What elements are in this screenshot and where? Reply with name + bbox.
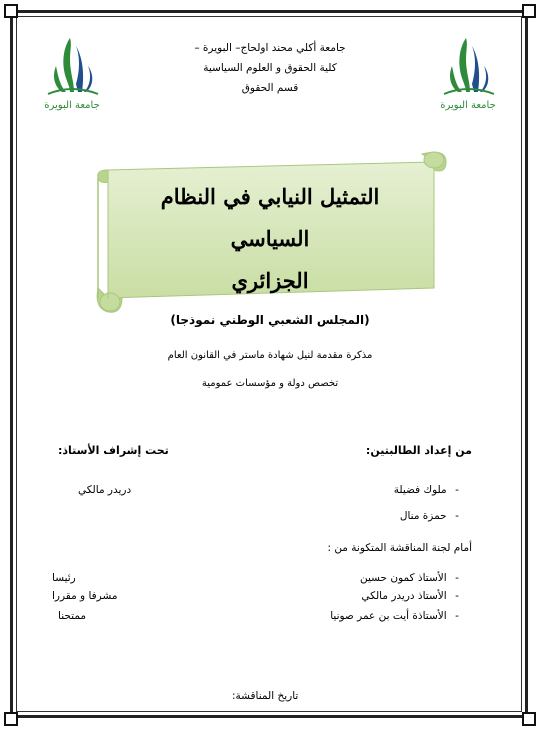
thesis-title-line1: التمثيل النيابي في النظام السياسي xyxy=(160,184,380,251)
committee-member-2 xyxy=(361,590,464,602)
defense-date-label: تاريخ المناقشة: xyxy=(232,690,299,702)
university-logo-right xyxy=(436,32,500,112)
bullet-dash-icon: - xyxy=(455,484,459,496)
student-item-2 xyxy=(400,510,464,522)
committee-member-role: مشرفا و مقررا xyxy=(52,590,118,602)
bullet-dash-icon: - xyxy=(455,590,459,602)
prepared-by-heading: من إعداد الطالبتين: xyxy=(365,444,472,457)
department-name: قسم الحقوق xyxy=(241,82,299,94)
supervision-heading: تحت إشراف الأستاذ: xyxy=(58,444,169,457)
student-item-1 xyxy=(394,484,464,496)
committee-member-name: الأستاذة أيت بن عمر صونيا xyxy=(330,610,447,622)
border-corner-bottom-right xyxy=(522,712,536,726)
page-border-inner xyxy=(16,16,522,712)
committee-member-1 xyxy=(360,572,464,584)
border-corner-bottom-left xyxy=(4,712,18,726)
border-corner-top-left xyxy=(4,4,18,18)
degree-description: مذكرة مقدمة لنيل شهادة ماستر في القانون العام xyxy=(167,350,373,361)
student-name: حمزة منال xyxy=(399,510,447,522)
university-name: جامعة أكلي محند اولحاج– البويرة – xyxy=(194,42,346,54)
faculty-name: كلية الحقوق و العلوم السياسية xyxy=(203,62,337,74)
supervisor-name: دريدر مالكي xyxy=(78,484,132,496)
thesis-title xyxy=(120,176,420,302)
committee-member-role: ممتحنا xyxy=(58,610,87,622)
committee-heading: أمام لجنة المناقشة المتكونة من : xyxy=(327,542,472,554)
thesis-subtitle: (المجلس الشعبي الوطني نموذجا) xyxy=(170,313,370,327)
committee-member-role: رئيسا xyxy=(52,572,76,584)
thesis-title-line2: الجزائري xyxy=(231,268,309,293)
bullet-dash-icon: - xyxy=(455,510,459,522)
svg-text:جامعة البويرة: جامعة البويرة xyxy=(44,100,100,111)
institution-header xyxy=(170,38,370,98)
university-logo-left xyxy=(40,32,104,112)
specialization: تخصص دولة و مؤسسات عمومية xyxy=(201,378,339,389)
student-name: ملوك فضيلة xyxy=(393,484,447,496)
bullet-dash-icon: - xyxy=(455,572,459,584)
committee-member-name: الأستاذ كمون حسين xyxy=(360,572,447,584)
border-corner-top-right xyxy=(522,4,536,18)
svg-text:جامعة البويرة: جامعة البويرة xyxy=(440,100,496,111)
committee-member-name: الأستاذ دريدر مالكي xyxy=(361,590,447,602)
bullet-dash-icon: - xyxy=(455,610,459,622)
committee-member-3 xyxy=(330,610,464,622)
